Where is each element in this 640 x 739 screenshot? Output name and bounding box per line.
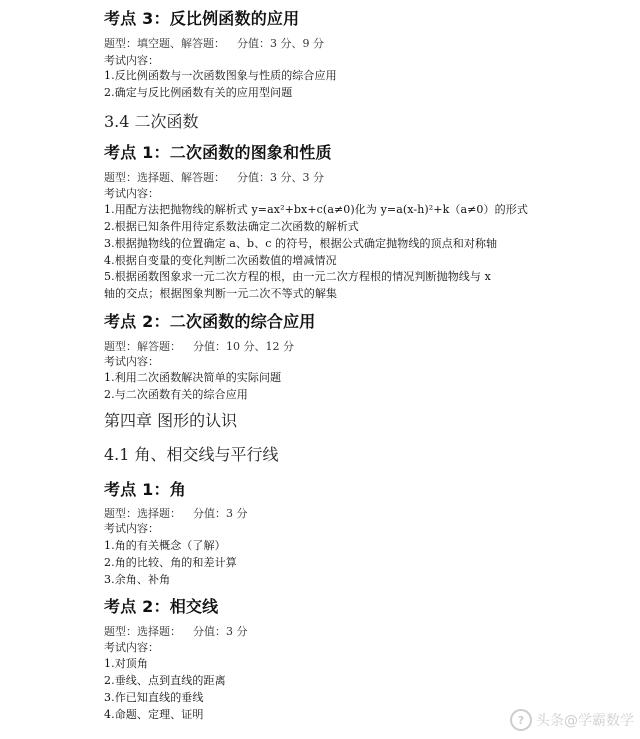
kd3-inverse-meta (104, 35, 324, 51)
kd1-angle-label: 考试内容： (104, 522, 159, 535)
kd1-quadratic-score: 分值：3 分、3 分 (237, 171, 324, 184)
kd1-angle-title: 考点 1：角 (104, 480, 186, 499)
kd1-angle-item-2: 2.角的比较、角的和差计算 (104, 556, 237, 569)
kd1-quadratic-item-5: 5.根据函数图象求一元二次方程的根，由一元二次方程根的情况判断抛物线与 x (104, 270, 491, 283)
kd2-quadratic-title: 考点 2：二次函数的综合应用 (104, 312, 316, 331)
kd3-inverse-label: 考试内容： (104, 54, 159, 67)
kd3-inverse-item-1: 1.反比例函数与一次函数图象与性质的综合应用 (104, 69, 337, 82)
kd3-inverse-title: 考点 3：反比例函数的应用 (104, 9, 300, 28)
kd3-inverse-type: 题型：填空题、解答题： (104, 37, 225, 50)
kd2-lines-item-3: 3.作已知直线的垂线 (104, 691, 204, 704)
kd1-quadratic-item-2: 2.根据已知条件用待定系数法确定二次函数的解析式 (104, 220, 359, 233)
kd2-quadratic-item-1: 1.利用二次函数解决简单的实际问题 (104, 371, 282, 384)
kd2-lines-item-2: 2.垂线、点到直线的距离 (104, 674, 226, 687)
chapter-4-heading: 第四章 图形的认识 (104, 411, 238, 430)
kd2-lines-label: 考试内容： (104, 641, 159, 654)
watermark (510, 709, 634, 731)
kd2-lines-score: 分值：3 分 (193, 625, 248, 638)
kd2-lines-meta (104, 623, 248, 639)
kd1-quadratic-item-4: 4.根据自变量的变化判断二次函数值的增减情况 (104, 254, 337, 267)
kd2-quadratic-type: 题型：解答题： (104, 340, 181, 353)
kd1-quadratic-item-3: 3.根据抛物线的位置确定 a、b、c 的符号，根据公式确定抛物线的顶点和对称轴 (104, 237, 498, 250)
kd1-quadratic-meta (104, 169, 324, 185)
kd2-quadratic-item-2: 2.与二次函数有关的综合应用 (104, 388, 248, 401)
section-3-4-heading: 3.4 二次函数 (104, 112, 199, 131)
kd2-lines-item-4: 4.命题、定理、证明 (104, 708, 204, 721)
kd2-lines-title: 考点 2：相交线 (104, 597, 219, 616)
kd1-angle-item-3: 3.余角、补角 (104, 573, 171, 586)
kd2-lines-item-1: 1.对顶角 (104, 657, 148, 670)
kd1-angle-type: 题型：选择题： (104, 507, 181, 520)
wukong-logo-icon: ? (510, 709, 532, 731)
kd2-quadratic-meta (104, 338, 294, 354)
kd3-inverse-score: 分值：3 分、9 分 (237, 37, 324, 50)
kd2-quadratic-label: 考试内容： (104, 355, 159, 368)
kd1-quadratic-type: 题型：选择题、解答题： (104, 171, 225, 184)
kd2-quadratic-score: 分值：10 分、12 分 (193, 340, 294, 353)
kd2-lines-type: 题型：选择题： (104, 625, 181, 638)
kd1-quadratic-label: 考试内容： (104, 187, 159, 200)
kd1-angle-meta (104, 505, 248, 521)
kd3-inverse-item-2: 2.确定与反比例函数有关的应用型问题 (104, 86, 293, 99)
kd1-quadratic-item-1: 1.用配方法把抛物线的解析式 y=ax²+bx+c(a≠0)化为 y=a(x-h)²+k（a≠0）的形式 (104, 203, 528, 216)
kd1-angle-item-1: 1.角的有关概念（了解） (104, 539, 226, 552)
section-4-1-heading: 4.1 角、相交线与平行线 (104, 445, 279, 464)
kd1-angle-score: 分值：3 分 (193, 507, 248, 520)
kd1-quadratic-item-6: 轴的交点；根据图象判断一元二次不等式的解集 (104, 287, 338, 300)
kd1-quadratic-title: 考点 1：二次函数的图象和性质 (104, 143, 332, 162)
watermark-text: 头条@学霸数学 (536, 713, 634, 729)
